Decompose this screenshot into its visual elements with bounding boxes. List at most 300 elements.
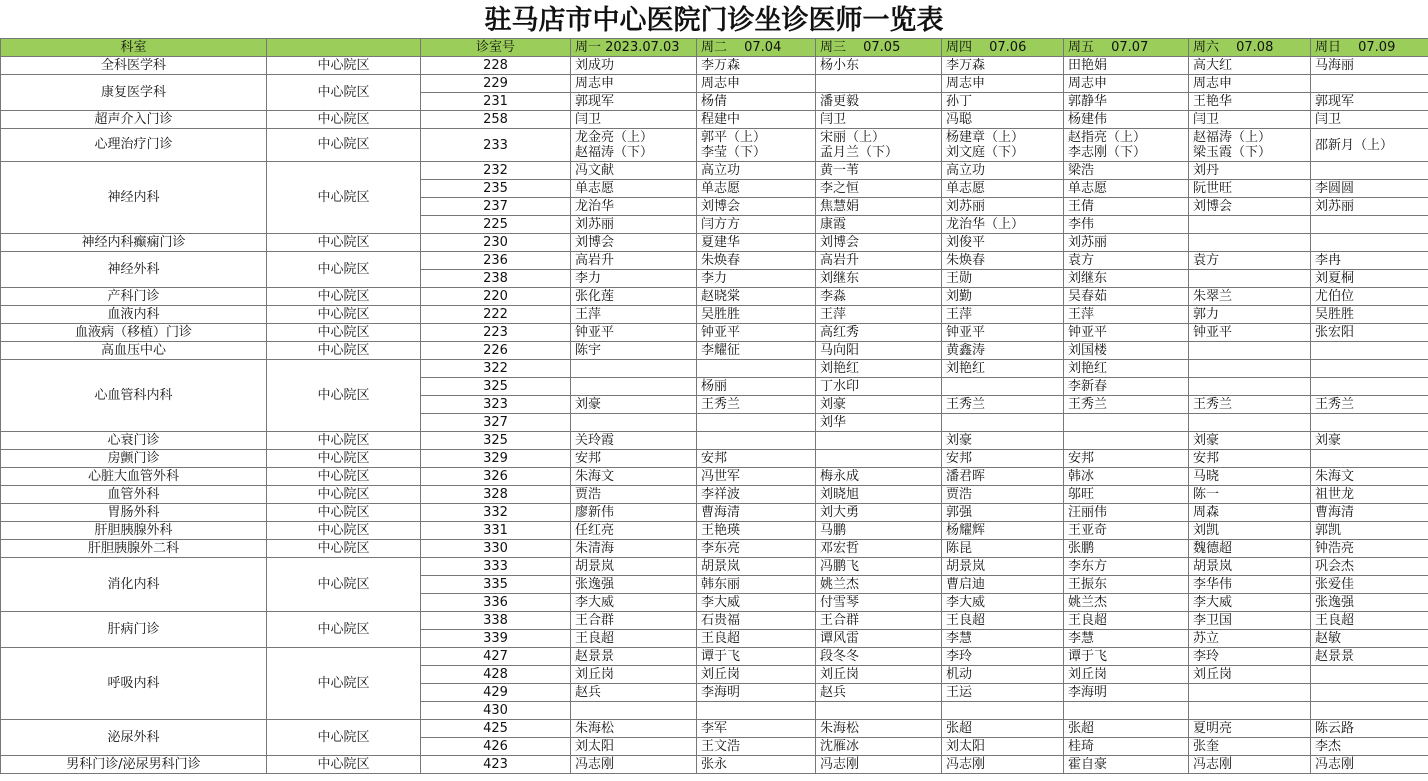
doctor-cell: 闫方方 xyxy=(697,216,816,234)
doctor-cell: 刘艳红 xyxy=(816,360,942,378)
room-number-cell: 333 xyxy=(421,558,571,576)
doctor-cell: 袁方 xyxy=(1064,252,1189,270)
doctor-cell xyxy=(1311,702,1428,720)
campus-cell: 中心院区 xyxy=(267,540,421,558)
column-header: 周三 07.05 xyxy=(816,39,942,57)
doctor-cell: 郭凯 xyxy=(1311,522,1428,540)
doctor-cell: 刘豪 xyxy=(1311,432,1428,450)
doctor-cell: 刘成功 xyxy=(571,57,697,75)
doctor-cell: 李大威 xyxy=(571,594,697,612)
doctor-cell: 韩冰 xyxy=(1064,468,1189,486)
department-cell: 血管外科 xyxy=(1,486,267,504)
doctor-cell: 李慧 xyxy=(942,630,1064,648)
doctor-cell: 梅永成 xyxy=(816,468,942,486)
doctor-cell: 刘勤 xyxy=(942,288,1064,306)
doctor-cell xyxy=(1311,378,1428,396)
doctor-cell: 王秀兰 xyxy=(697,396,816,414)
doctor-cell: 钟亚平 xyxy=(1189,324,1311,342)
table-row xyxy=(1,720,1428,738)
room-number-cell: 236 xyxy=(421,252,571,270)
doctor-cell: 刘丘岗 xyxy=(571,666,697,684)
table-row xyxy=(1,252,1428,270)
column-header: 科室 xyxy=(1,39,267,57)
doctor-cell: 闫卫 xyxy=(571,111,697,129)
doctor-cell: 韩东丽 xyxy=(697,576,816,594)
campus-cell: 中心院区 xyxy=(267,342,421,360)
doctor-cell: 张逸强 xyxy=(571,576,697,594)
doctor-cell: 刘太阳 xyxy=(942,738,1064,756)
room-number-cell: 230 xyxy=(421,234,571,252)
doctor-cell: 李新春 xyxy=(1064,378,1189,396)
table-row xyxy=(1,111,1428,129)
doctor-cell: 王秀兰 xyxy=(1311,396,1428,414)
doctor-cell: 潘君晖 xyxy=(942,468,1064,486)
doctor-cell: 李祥波 xyxy=(697,486,816,504)
doctor-cell xyxy=(571,414,697,432)
doctor-cell: 贾浩 xyxy=(942,486,1064,504)
doctor-cell xyxy=(1311,360,1428,378)
doctor-cell: 刘丘岗 xyxy=(1189,666,1311,684)
doctor-cell: 刘继东 xyxy=(1064,270,1189,288)
doctor-cell: 谭风雷 xyxy=(816,630,942,648)
doctor-cell: 钟浩亮 xyxy=(1311,540,1428,558)
doctor-cell xyxy=(697,702,816,720)
doctor-cell: 刘华 xyxy=(816,414,942,432)
doctor-cell: 刘艳红 xyxy=(1064,360,1189,378)
doctor-cell: 王亚奇 xyxy=(1064,522,1189,540)
doctor-cell xyxy=(1189,342,1311,360)
doctor-cell: 郭强 xyxy=(942,504,1064,522)
room-number-cell: 258 xyxy=(421,111,571,129)
doctor-cell xyxy=(1311,216,1428,234)
room-number-cell: 329 xyxy=(421,450,571,468)
doctor-cell: 刘豪 xyxy=(816,396,942,414)
doctor-cell: 钟亚平 xyxy=(1064,324,1189,342)
doctor-cell xyxy=(816,75,942,93)
doctor-cell xyxy=(1311,414,1428,432)
doctor-cell: 杨丽 xyxy=(697,378,816,396)
doctor-cell: 陈云路 xyxy=(1311,720,1428,738)
doctor-cell: 刘丹 xyxy=(1189,162,1311,180)
doctor-cell xyxy=(1189,234,1311,252)
doctor-cell: 马鹏 xyxy=(816,522,942,540)
doctor-cell: 王秀兰 xyxy=(942,396,1064,414)
doctor-cell: 桂琦 xyxy=(1064,738,1189,756)
doctor-cell: 郭现军 xyxy=(571,93,697,111)
room-number-cell: 425 xyxy=(421,720,571,738)
room-number-cell: 331 xyxy=(421,522,571,540)
doctor-cell: 刘豪 xyxy=(1189,432,1311,450)
doctor-cell: 王秀兰 xyxy=(1064,396,1189,414)
campus-cell: 中心院区 xyxy=(267,75,421,111)
doctor-cell: 单志愿 xyxy=(1064,180,1189,198)
doctor-cell: 杨倩 xyxy=(697,93,816,111)
department-cell: 高血压中心 xyxy=(1,342,267,360)
doctor-cell: 冯世军 xyxy=(697,468,816,486)
room-number-cell: 332 xyxy=(421,504,571,522)
doctor-cell: 杨耀辉 xyxy=(942,522,1064,540)
doctor-cell: 朱翠兰 xyxy=(1189,288,1311,306)
campus-cell: 中心院区 xyxy=(267,360,421,432)
doctor-cell: 王萍 xyxy=(816,306,942,324)
doctor-cell: 赵景景 xyxy=(571,648,697,666)
column-header: 周日 07.09 xyxy=(1311,39,1428,57)
doctor-cell: 陈宇 xyxy=(571,342,697,360)
doctor-cell: 黄一苇 xyxy=(816,162,942,180)
column-header: 周五 07.07 xyxy=(1064,39,1189,57)
doctor-cell: 沈雁冰 xyxy=(816,738,942,756)
doctor-cell: 王萍 xyxy=(571,306,697,324)
doctor-cell: 霍自豪 xyxy=(1064,756,1189,774)
department-cell: 心理治疗门诊 xyxy=(1,129,267,162)
doctor-cell xyxy=(1064,432,1189,450)
campus-cell: 中心院区 xyxy=(267,648,421,720)
doctor-cell: 关玲霞 xyxy=(571,432,697,450)
doctor-cell: 程建中 xyxy=(697,111,816,129)
doctor-cell xyxy=(571,702,697,720)
doctor-cell: 刘俊平 xyxy=(942,234,1064,252)
doctor-cell: 李军 xyxy=(697,720,816,738)
doctor-cell: 付雪琴 xyxy=(816,594,942,612)
doctor-cell: 刘苏丽 xyxy=(1064,234,1189,252)
room-number-cell: 225 xyxy=(421,216,571,234)
campus-cell: 中心院区 xyxy=(267,306,421,324)
doctor-cell: 周志申 xyxy=(1189,75,1311,93)
doctor-cell: 刘国楼 xyxy=(1064,342,1189,360)
doctor-cell: 胡景岚 xyxy=(697,558,816,576)
doctor-cell: 陈一 xyxy=(1189,486,1311,504)
doctor-cell: 周森 xyxy=(1189,504,1311,522)
doctor-cell: 宋丽（上） 孟月兰（下） xyxy=(816,129,942,162)
table-row xyxy=(1,540,1428,558)
doctor-cell: 姚兰杰 xyxy=(816,576,942,594)
doctor-cell: 赵指亮（上） 李志刚（下） xyxy=(1064,129,1189,162)
doctor-cell: 高红秀 xyxy=(816,324,942,342)
doctor-cell xyxy=(1311,234,1428,252)
table-row xyxy=(1,324,1428,342)
room-number-cell: 323 xyxy=(421,396,571,414)
doctor-cell: 胡景岚 xyxy=(571,558,697,576)
department-cell: 超声介入门诊 xyxy=(1,111,267,129)
doctor-cell: 王良超 xyxy=(697,630,816,648)
doctor-cell: 冯文献 xyxy=(571,162,697,180)
doctor-cell: 夏明亮 xyxy=(1189,720,1311,738)
doctor-cell: 吴胜胜 xyxy=(697,306,816,324)
doctor-cell: 李之恒 xyxy=(816,180,942,198)
doctor-cell xyxy=(697,414,816,432)
doctor-cell: 刘丘岗 xyxy=(1064,666,1189,684)
column-header: 诊室号 xyxy=(421,39,571,57)
table-row xyxy=(1,288,1428,306)
doctor-cell: 王合群 xyxy=(816,612,942,630)
department-cell: 男科门诊/泌尿男科门诊 xyxy=(1,756,267,774)
room-number-cell: 325 xyxy=(421,378,571,396)
room-number-cell: 223 xyxy=(421,324,571,342)
table-row xyxy=(1,756,1428,774)
page-title: 驻马店市中心医院门诊坐诊医师一览表 xyxy=(484,5,944,36)
doctor-cell: 钟亚平 xyxy=(942,324,1064,342)
doctor-cell: 朱焕春 xyxy=(697,252,816,270)
doctor-cell: 黄鑫涛 xyxy=(942,342,1064,360)
doctor-cell: 刘苏丽 xyxy=(942,198,1064,216)
doctor-cell: 刘博会 xyxy=(816,234,942,252)
doctor-cell: 曹启迪 xyxy=(942,576,1064,594)
doctor-cell: 夏建华 xyxy=(697,234,816,252)
doctor-cell: 闫卫 xyxy=(1189,111,1311,129)
doctor-cell: 闫卫 xyxy=(1311,111,1428,129)
doctor-cell xyxy=(1311,75,1428,93)
doctor-cell: 张奎 xyxy=(1189,738,1311,756)
doctor-cell: 邓宏哲 xyxy=(816,540,942,558)
campus-cell: 中心院区 xyxy=(267,324,421,342)
doctor-cell: 李华伟 xyxy=(1189,576,1311,594)
doctor-cell: 周志申 xyxy=(697,75,816,93)
department-cell: 胃肠外科 xyxy=(1,504,267,522)
doctor-cell: 刘丘岗 xyxy=(697,666,816,684)
doctor-cell: 李力 xyxy=(697,270,816,288)
table-row xyxy=(1,468,1428,486)
doctor-cell: 李玲 xyxy=(1189,648,1311,666)
doctor-cell: 李圆圆 xyxy=(1311,180,1428,198)
doctor-cell: 冯志刚 xyxy=(571,756,697,774)
doctor-cell: 曹海清 xyxy=(697,504,816,522)
doctor-cell: 周志申 xyxy=(942,75,1064,93)
room-number-cell: 428 xyxy=(421,666,571,684)
table-row xyxy=(1,432,1428,450)
doctor-cell xyxy=(697,432,816,450)
doctor-cell: 刘苏丽 xyxy=(571,216,697,234)
table-row xyxy=(1,234,1428,252)
doctor-cell: 张逸强 xyxy=(1311,594,1428,612)
doctor-cell: 周志申 xyxy=(571,75,697,93)
table-row xyxy=(1,648,1428,666)
doctor-cell: 曹海清 xyxy=(1311,504,1428,522)
doctor-cell: 李淼 xyxy=(816,288,942,306)
doctor-cell: 郭静华 xyxy=(1064,93,1189,111)
doctor-cell: 马晓 xyxy=(1189,468,1311,486)
doctor-cell: 赵晓棠 xyxy=(697,288,816,306)
room-number-cell: 426 xyxy=(421,738,571,756)
room-number-cell: 423 xyxy=(421,756,571,774)
doctor-cell: 安邦 xyxy=(942,450,1064,468)
doctor-cell xyxy=(1311,162,1428,180)
doctor-cell: 焦慧娟 xyxy=(816,198,942,216)
doctor-cell: 邵新月（上） xyxy=(1311,129,1428,162)
doctor-cell xyxy=(942,378,1064,396)
doctor-cell: 丁水印 xyxy=(816,378,942,396)
doctor-cell: 谭于飞 xyxy=(1064,648,1189,666)
table-row xyxy=(1,57,1428,75)
doctor-cell xyxy=(1189,378,1311,396)
doctor-cell: 刘艳红 xyxy=(942,360,1064,378)
department-cell: 产科门诊 xyxy=(1,288,267,306)
doctor-cell: 刘豪 xyxy=(942,432,1064,450)
campus-cell: 中心院区 xyxy=(267,432,421,450)
campus-cell: 中心院区 xyxy=(267,720,421,756)
table-row xyxy=(1,342,1428,360)
doctor-cell: 王运 xyxy=(942,684,1064,702)
doctor-cell: 刘太阳 xyxy=(571,738,697,756)
campus-cell: 中心院区 xyxy=(267,129,421,162)
doctor-cell: 王秀兰 xyxy=(1189,396,1311,414)
room-number-cell: 336 xyxy=(421,594,571,612)
room-number-cell: 233 xyxy=(421,129,571,162)
department-cell: 肝胆胰腺外二科 xyxy=(1,540,267,558)
doctor-cell: 胡景岚 xyxy=(1189,558,1311,576)
doctor-cell: 石贵福 xyxy=(697,612,816,630)
doctor-cell: 李万森 xyxy=(942,57,1064,75)
campus-cell: 中心院区 xyxy=(267,468,421,486)
table-row xyxy=(1,522,1428,540)
campus-cell: 中心院区 xyxy=(267,450,421,468)
doctor-cell xyxy=(1311,666,1428,684)
doctor-cell: 汪丽伟 xyxy=(1064,504,1189,522)
doctor-cell: 陈昆 xyxy=(942,540,1064,558)
doctor-cell: 赵兵 xyxy=(571,684,697,702)
room-number-cell: 427 xyxy=(421,648,571,666)
doctor-cell: 郭力 xyxy=(1189,306,1311,324)
doctor-cell: 巩会杰 xyxy=(1311,558,1428,576)
doctor-cell: 李耀征 xyxy=(697,342,816,360)
doctor-cell: 朱海松 xyxy=(571,720,697,738)
table-row xyxy=(1,558,1428,576)
campus-cell: 中心院区 xyxy=(267,558,421,612)
doctor-cell: 赵敏 xyxy=(1311,630,1428,648)
doctor-cell: 李大威 xyxy=(697,594,816,612)
doctor-cell: 冯志刚 xyxy=(1189,756,1311,774)
doctor-cell: 袁方 xyxy=(1189,252,1311,270)
doctor-cell: 王良超 xyxy=(571,630,697,648)
doctor-cell xyxy=(1311,684,1428,702)
doctor-cell: 冯志刚 xyxy=(1311,756,1428,774)
doctor-cell: 王合群 xyxy=(571,612,697,630)
room-number-cell: 330 xyxy=(421,540,571,558)
doctor-cell xyxy=(816,432,942,450)
doctor-cell: 朱清海 xyxy=(571,540,697,558)
doctor-cell: 龙治华（上） xyxy=(942,216,1064,234)
doctor-cell: 单志愿 xyxy=(571,180,697,198)
doctor-cell: 王艳瑛 xyxy=(697,522,816,540)
room-number-cell: 335 xyxy=(421,576,571,594)
doctor-cell: 龙治华 xyxy=(571,198,697,216)
doctor-cell: 任红亮 xyxy=(571,522,697,540)
doctor-cell: 祖世龙 xyxy=(1311,486,1428,504)
doctor-cell: 赵福涛（上） 梁玉霞（下） xyxy=(1189,129,1311,162)
doctor-cell: 王振东 xyxy=(1064,576,1189,594)
doctor-cell: 钟亚平 xyxy=(571,324,697,342)
doctor-cell: 李卫国 xyxy=(1189,612,1311,630)
doctor-cell: 张鹏 xyxy=(1064,540,1189,558)
campus-cell: 中心院区 xyxy=(267,252,421,288)
doctor-cell: 李大威 xyxy=(942,594,1064,612)
doctor-cell: 朱海松 xyxy=(816,720,942,738)
doctor-cell: 王萍 xyxy=(942,306,1064,324)
doctor-cell: 李东方 xyxy=(1064,558,1189,576)
doctor-cell: 姚兰杰 xyxy=(1064,594,1189,612)
doctor-cell: 张爱佳 xyxy=(1311,576,1428,594)
doctor-cell: 马向阳 xyxy=(816,342,942,360)
doctor-cell: 刘继东 xyxy=(816,270,942,288)
doctor-cell: 单志愿 xyxy=(942,180,1064,198)
campus-cell: 中心院区 xyxy=(267,57,421,75)
doctor-cell: 王良超 xyxy=(1311,612,1428,630)
doctor-cell xyxy=(1189,702,1311,720)
doctor-cell: 王文浩 xyxy=(697,738,816,756)
department-cell: 呼吸内科 xyxy=(1,648,267,720)
doctor-cell: 康霞 xyxy=(816,216,942,234)
room-number-cell: 228 xyxy=(421,57,571,75)
doctor-cell: 李杰 xyxy=(1311,738,1428,756)
doctor-cell: 梁浩 xyxy=(1064,162,1189,180)
room-number-cell: 325 xyxy=(421,432,571,450)
doctor-cell: 马海丽 xyxy=(1311,57,1428,75)
doctor-cell: 高立功 xyxy=(942,162,1064,180)
doctor-cell: 李海明 xyxy=(697,684,816,702)
doctor-cell: 冯聪 xyxy=(942,111,1064,129)
room-number-cell: 222 xyxy=(421,306,571,324)
doctor-cell: 阮世旺 xyxy=(1189,180,1311,198)
campus-cell: 中心院区 xyxy=(267,756,421,774)
doctor-cell: 安邦 xyxy=(1064,450,1189,468)
doctor-cell: 贾浩 xyxy=(571,486,697,504)
room-number-cell: 229 xyxy=(421,75,571,93)
doctor-cell xyxy=(942,702,1064,720)
doctor-cell: 尤伯位 xyxy=(1311,288,1428,306)
room-number-cell: 326 xyxy=(421,468,571,486)
doctor-cell: 刘凯 xyxy=(1189,522,1311,540)
doctor-cell: 吴春茹 xyxy=(1064,288,1189,306)
doctor-cell xyxy=(816,702,942,720)
department-cell: 血液内科 xyxy=(1,306,267,324)
department-cell: 心脏大血管外科 xyxy=(1,468,267,486)
doctor-cell xyxy=(1189,270,1311,288)
doctor-cell: 闫卫 xyxy=(816,111,942,129)
doctor-cell: 冯志刚 xyxy=(942,756,1064,774)
doctor-cell xyxy=(571,360,697,378)
doctor-cell: 刘博会 xyxy=(571,234,697,252)
doctor-cell: 高岩升 xyxy=(571,252,697,270)
table-row xyxy=(1,129,1428,162)
doctor-cell: 李东亮 xyxy=(697,540,816,558)
department-cell: 肝胆胰腺外科 xyxy=(1,522,267,540)
table-row xyxy=(1,612,1428,630)
department-cell: 肝病门诊 xyxy=(1,612,267,648)
doctor-cell: 赵景景 xyxy=(1311,648,1428,666)
doctor-cell: 张化莲 xyxy=(571,288,697,306)
department-cell: 康复医学科 xyxy=(1,75,267,111)
doctor-cell xyxy=(697,360,816,378)
doctor-cell: 孙丁 xyxy=(942,93,1064,111)
doctor-cell: 廖新伟 xyxy=(571,504,697,522)
department-cell: 心衰门诊 xyxy=(1,432,267,450)
doctor-cell: 王萍 xyxy=(1064,306,1189,324)
doctor-cell: 赵兵 xyxy=(816,684,942,702)
table-row xyxy=(1,450,1428,468)
department-cell: 消化内科 xyxy=(1,558,267,612)
doctor-cell xyxy=(1189,414,1311,432)
campus-cell: 中心院区 xyxy=(267,504,421,522)
doctor-cell: 机动 xyxy=(942,666,1064,684)
doctor-cell: 魏德超 xyxy=(1189,540,1311,558)
doctor-cell: 冯鹏飞 xyxy=(816,558,942,576)
department-cell: 房颤门诊 xyxy=(1,450,267,468)
doctor-cell: 刘博会 xyxy=(697,198,816,216)
room-number-cell: 232 xyxy=(421,162,571,180)
campus-cell: 中心院区 xyxy=(267,288,421,306)
doctor-cell: 王艳华 xyxy=(1189,93,1311,111)
doctor-cell: 刘晓旭 xyxy=(816,486,942,504)
doctor-cell: 高大红 xyxy=(1189,57,1311,75)
